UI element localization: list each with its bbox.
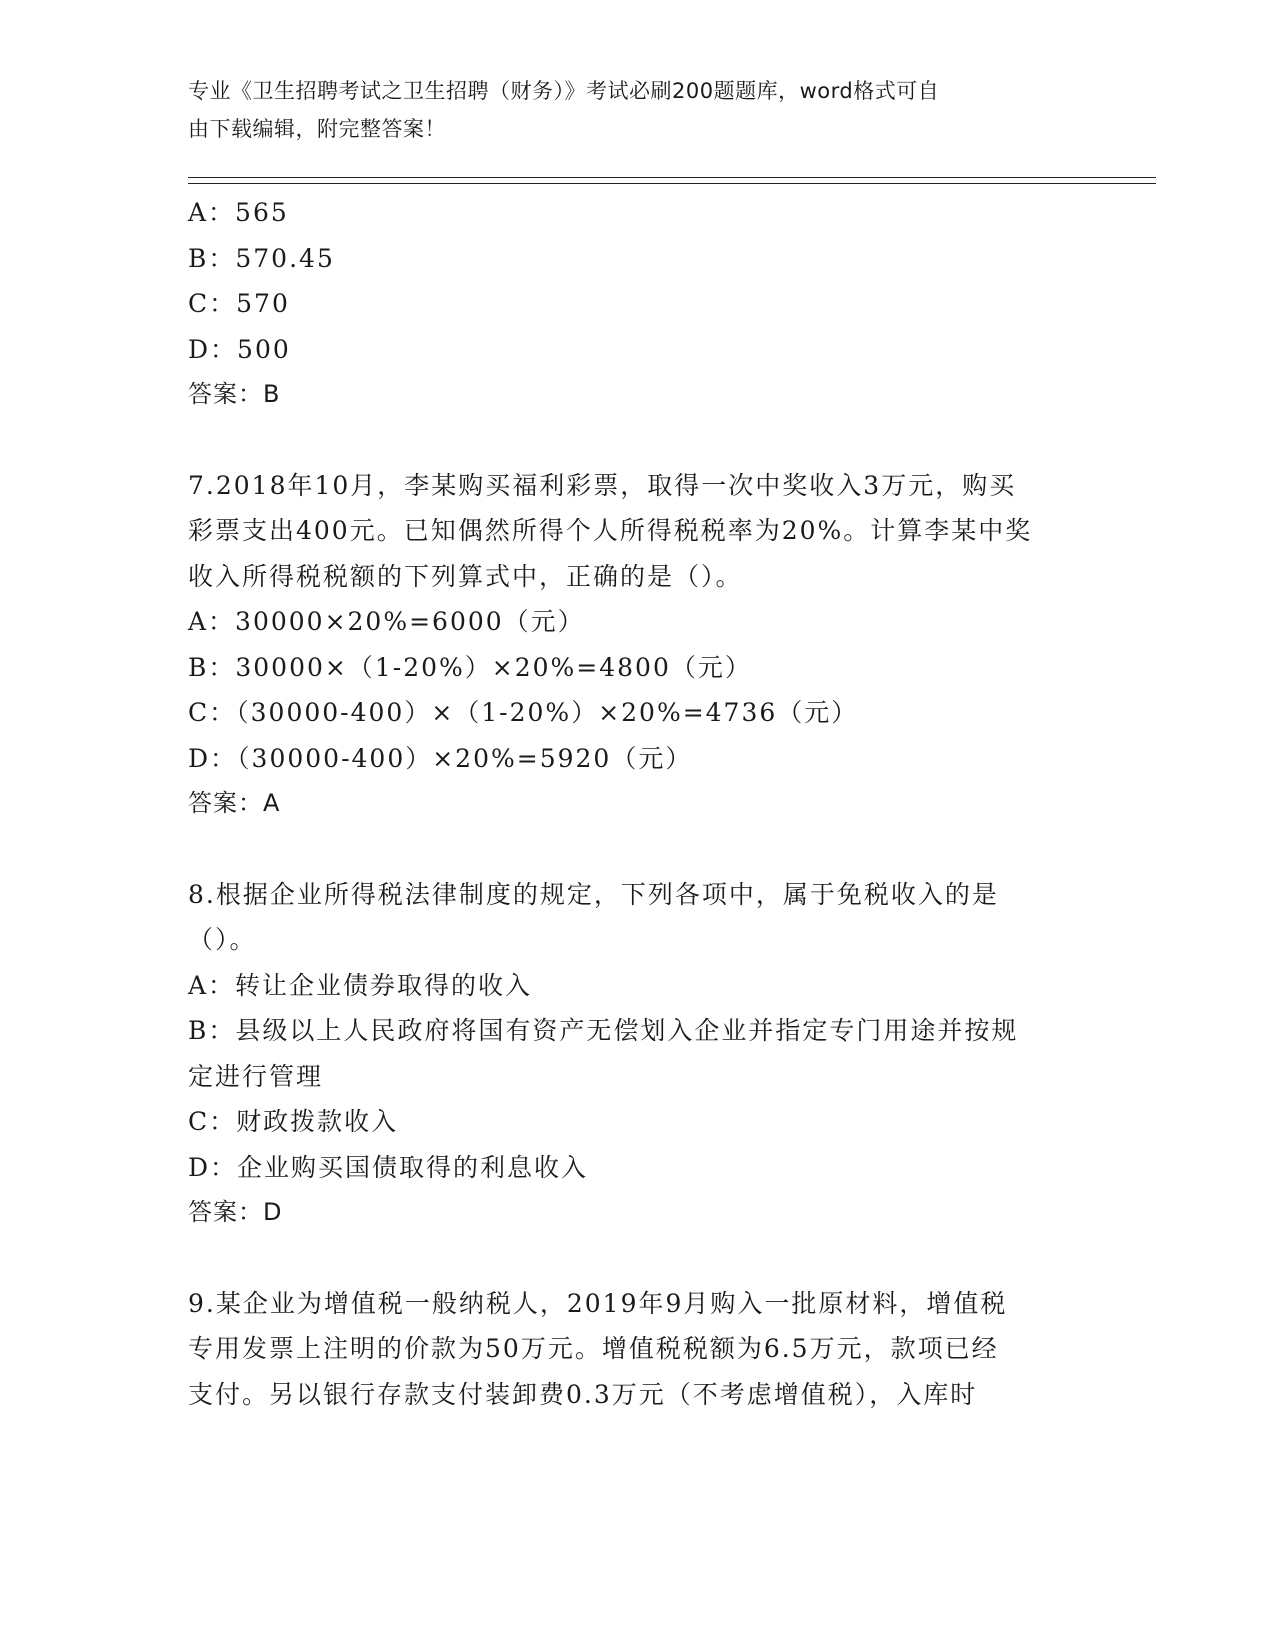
question-8 <box>188 872 1088 1236</box>
q6-option-d: D：500 <box>188 334 291 364</box>
q8-option-b-line-1: B：县级以上人民政府将国有资产无偿划入企业并指定专门用途并按规 <box>188 1016 1019 1045</box>
header-divider-bottom <box>188 183 1156 184</box>
question-9 <box>188 1281 1088 1418</box>
q9-stem-line-2: 专用发票上注明的价款为50万元。增值税税额为6.5万元，款项已经 <box>188 1334 999 1363</box>
q9-stem-line-1: 9.某企业为增值税一般纳税人，2019年9月购入一批原材料，增值税 <box>188 1288 1008 1318</box>
q7-option-d: D：（30000-400）×20%=5920（元） <box>188 743 693 773</box>
q6-answer: 答案：B <box>188 380 281 408</box>
q8-option-c: C：财政拨款收入 <box>188 1107 399 1136</box>
header-divider-top <box>188 177 1156 178</box>
q8-option-d: D：企业购买国债取得的利息收入 <box>188 1152 589 1182</box>
q8-option-a: A：转让企业债券取得的收入 <box>188 970 533 1000</box>
q7-option-a: A：30000×20%=6000（元） <box>188 607 585 636</box>
q7-stem-line-1: 7.2018年10月，李某购买福利彩票，取得一次中奖收入3万元，购买 <box>188 470 1017 500</box>
q7-option-c: C：（30000-400）×（1-20%）×20%=4736（元） <box>188 698 859 727</box>
q7-stem-line-2: 彩票支出400元。已知偶然所得个人所得税税率为20%。计算李某中奖 <box>188 516 1033 545</box>
q8-stem-line-1: 8.根据企业所得税法律制度的规定，下列各项中，属于免税收入的是 <box>188 879 999 909</box>
question-7 <box>188 463 1088 827</box>
q7-answer: 答案：A <box>188 789 281 817</box>
q8-answer: 答案：D <box>188 1198 283 1226</box>
q9-stem-line-3: 支付。另以银行存款支付装卸费0.3万元（不考虑增值税），入库时 <box>188 1379 978 1409</box>
question-6 <box>188 190 1088 418</box>
q8-stem-line-2: （）。 <box>188 925 257 954</box>
document-header <box>188 72 1068 148</box>
q7-option-b: B：30000×（1-20%）×20%=4800（元） <box>188 652 752 682</box>
q8-option-b-line-2: 定进行管理 <box>188 1061 324 1091</box>
q7-stem-line-3: 收入所得税税额的下列算式中，正确的是（）。 <box>188 561 743 591</box>
q6-option-b: B：570.45 <box>188 243 335 273</box>
document-body <box>188 190 1088 1417</box>
q6-option-a: A：565 <box>188 198 289 227</box>
q6-option-c: C：570 <box>188 289 290 318</box>
header-line-1: 专业《卫生招聘考试之卫生招聘（财务）》考试必刷200题题库，word格式可自 <box>188 79 940 103</box>
header-line-2: 由下载编辑，附完整答案！ <box>188 117 446 141</box>
